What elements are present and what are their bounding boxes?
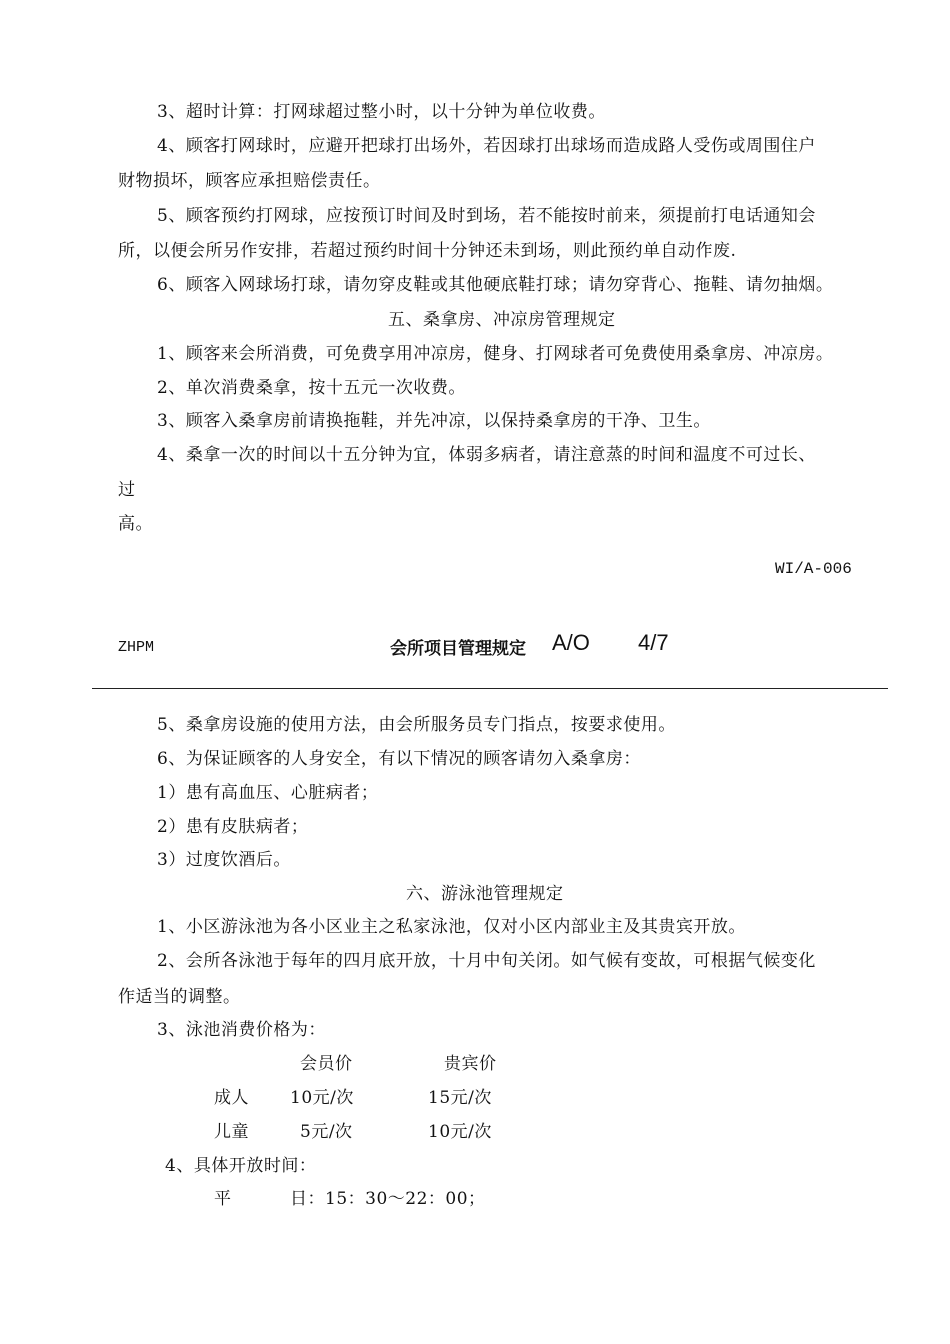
sauna-rule-4-line1: 4、桑拿一次的时间以十五分钟为宜，体弱多病者，请注意蒸的时间和温度不可过长、: [157, 445, 816, 465]
sauna-rule-5: 5、桑拿房设施的使用方法，由会所服务员专门指点，按要求使用。: [157, 715, 676, 735]
price-row-label: 成人: [214, 1088, 249, 1108]
rule-4-line1: 4、顾客打网球时，应避开把球打出场外，若因球打出球场而造成路人受伤或周围住户: [157, 136, 816, 156]
pool-rule-4: 4、具体开放时间：: [165, 1156, 317, 1176]
pool-rule-2-line2: 作适当的调整。: [118, 987, 241, 1007]
section-6-title: 六、游泳池管理规定: [406, 884, 564, 904]
pool-rule-2-line1: 2、会所各泳池于每年的四月底开放，十月中旬关闭。如气候有变故，可根据气候变化: [157, 951, 816, 971]
pool-rule-3: 3、泳池消费价格为：: [157, 1020, 326, 1040]
sauna-rule-3: 3、顾客入桑拿房前请换拖鞋，并先冲凉，以保持桑拿房的干净、卫生。: [157, 411, 711, 431]
section-5-title: 五、桑拿房、冲凉房管理规定: [388, 310, 616, 330]
header-version: A/O: [552, 630, 590, 655]
rule-6: 6、顾客入网球场打球，请勿穿皮鞋或其他硬底鞋打球；请勿穿背心、拖鞋、请勿抽烟。: [157, 275, 834, 295]
rule-5-line2: 所，以便会所另作安排，若超过预约时间十分钟还未到场，则此预约单自动作废.: [118, 241, 737, 261]
sauna-rule-6-item-3: 3）过度饮酒后。: [157, 850, 291, 870]
sauna-rule-6: 6、为保证顾客的人身安全，有以下情况的顾客请勿入桑拿房：: [157, 749, 641, 769]
price-row-label: 儿童: [214, 1122, 249, 1142]
header-page-number: 4/7: [638, 630, 669, 655]
weekday-hours: 日：15：30～22：00；: [290, 1189, 486, 1209]
price-row-member: 10元/次: [290, 1088, 354, 1108]
header-title: 会所项目管理规定: [390, 639, 526, 659]
sauna-rule-6-item-1: 1）患有高血压、心脏病者；: [157, 783, 379, 803]
price-row-guest: 15元/次: [428, 1088, 492, 1108]
sauna-rule-1: 1、顾客来会所消费，可免费享用冲凉房，健身、打网球者可免费使用桑拿房、冲凉房。: [157, 344, 834, 364]
sauna-rule-4-line3: 高。: [118, 514, 153, 534]
weekday-label: 平: [214, 1189, 232, 1209]
price-row-member: 5元/次: [300, 1122, 353, 1142]
price-header-guest: 贵宾价: [444, 1054, 497, 1074]
price-row-guest: 10元/次: [428, 1122, 492, 1142]
sauna-rule-2: 2、单次消费桑拿，按十五元一次收费。: [157, 378, 466, 398]
sauna-rule-6-item-2: 2）患有皮肤病者；: [157, 817, 309, 837]
document-code: WI/A-006: [775, 560, 852, 578]
rule-5-line1: 5、顾客预约打网球，应按预订时间及时到场，若不能按时前来，须提前打电话通知会: [157, 206, 816, 226]
rule-4-line2: 财物损坏，顾客应承担赔偿责任。: [118, 171, 381, 191]
rule-3-overtime: 3、超时计算：打网球超过整小时，以十分钟为单位收费。: [157, 102, 606, 122]
header-divider: [92, 688, 888, 689]
price-header-member: 会员价: [300, 1054, 353, 1074]
header-org: ZHPM: [118, 639, 155, 656]
pool-rule-1: 1、小区游泳池为各小区业主之私家泳池，仅对小区内部业主及其贵宾开放。: [157, 917, 746, 937]
sauna-rule-4-line2: 过: [118, 480, 136, 500]
